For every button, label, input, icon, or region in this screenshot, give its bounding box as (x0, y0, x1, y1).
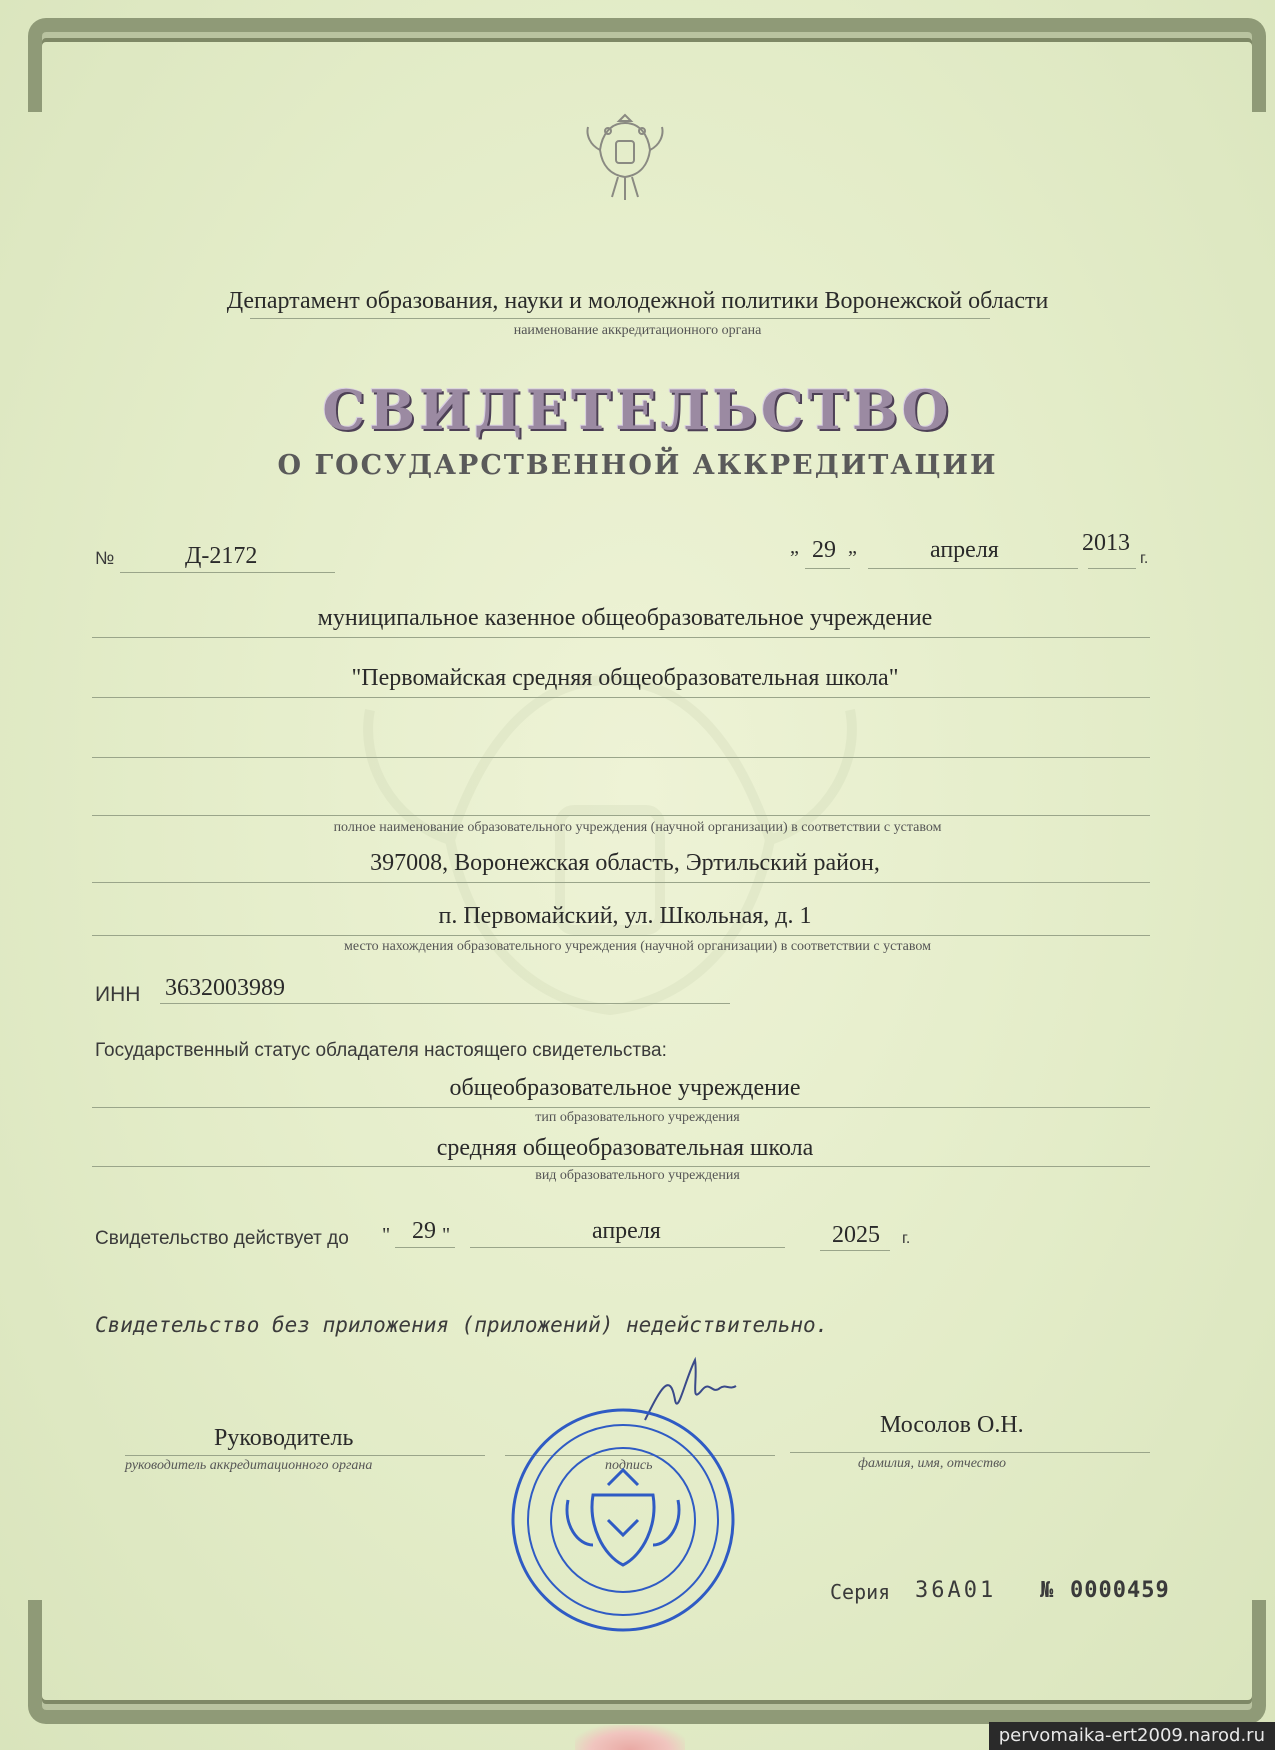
valid-until-label: Свидетельство действует до (95, 1228, 349, 1249)
issue-date-open-quote: „ (790, 536, 799, 558)
address-underline-1 (92, 882, 1150, 883)
institution-line-1: муниципальное казенное общеобразовательное учреждение (317, 605, 933, 631)
document-subtitle: О ГОСУДАРСТВЕННОЙ АККРЕДИТАЦИИ (277, 450, 998, 481)
round-seal-stamp (508, 1405, 738, 1635)
address-line-2: п. Первомайский, ул. Школьная, д. 1 (438, 903, 812, 929)
institution-underline-2 (92, 697, 1150, 698)
valid-until-open-quote: " (382, 1224, 391, 1246)
number-prefix: № (95, 548, 115, 568)
signatory-role: Руководитель (214, 1425, 354, 1451)
ornamental-frame-top (28, 18, 1266, 112)
issue-date-day: 29 (812, 537, 836, 563)
authority-underline (250, 318, 990, 319)
status-type-value: общеобразовательное учреждение (449, 1075, 801, 1101)
number-underline (120, 572, 335, 573)
series-number-prefix: № (1040, 1578, 1054, 1603)
valid-until-day: 29 (412, 1218, 436, 1244)
status-kind-underline (92, 1166, 1150, 1167)
address-underline-2 (92, 935, 1150, 936)
address-line-1: 397008, Воронежская область, Эртильский район, (370, 850, 880, 876)
holographic-seal (575, 1725, 685, 1750)
issue-date-close-quote: „ (848, 536, 857, 558)
institution-line-2: "Первомайская средняя общеобразовательная школа" (351, 665, 899, 691)
valid-year-underline (820, 1250, 890, 1251)
signature-hint: подпись (605, 1458, 653, 1473)
issue-month-underline (868, 568, 1078, 569)
status-type-hint: тип образовательного учреждения (535, 1110, 740, 1125)
issue-date-suffix: г. (1140, 550, 1149, 567)
status-type-underline (92, 1107, 1150, 1108)
series-number: 0000459 (1070, 1578, 1170, 1603)
institution-underline-1 (92, 637, 1150, 638)
series-label: Серия (830, 1580, 891, 1604)
certificate-number: Д-2172 (185, 543, 258, 569)
series-value: 36А01 (915, 1578, 997, 1603)
document-title: СВИДЕТЕЛЬСТВО (322, 378, 953, 442)
signatory-name: Мосолов О.Н. (880, 1412, 1024, 1438)
address-hint: место нахождения образовательного учреждения (научной организации) в соответствии с уставом (344, 939, 931, 954)
inn-underline (160, 1003, 730, 1004)
issue-day-underline (805, 568, 850, 569)
issue-date-year: 2013 (1082, 530, 1130, 556)
authority-hint: наименование аккредитационного органа (513, 323, 762, 338)
status-kind-value: средняя общеобразовательная школа (436, 1135, 814, 1161)
institution-underline-4 (92, 815, 1150, 816)
valid-until-month: апреля (592, 1218, 661, 1244)
authority-name: Департамент образования, науки и молодежной политики Воронежской области (226, 288, 1049, 314)
valid-until-close-quote: " (442, 1224, 451, 1246)
site-watermark: pervomaika-ert2009.narod.ru (989, 1722, 1275, 1750)
inn-label: ИНН (95, 983, 141, 1006)
validity-note: Свидетельство без приложения (приложений) недействительно. (95, 1313, 829, 1337)
valid-day-underline (395, 1247, 455, 1248)
inn-value: 3632003989 (165, 975, 285, 1001)
name-underline (790, 1452, 1150, 1453)
status-kind-hint: вид образовательного учреждения (535, 1168, 740, 1183)
coat-of-arms-icon (580, 105, 670, 205)
institution-underline-3 (92, 757, 1150, 758)
valid-until-year: 2025 (832, 1222, 880, 1248)
issue-date-month: апреля (930, 537, 999, 563)
role-underline (125, 1455, 485, 1456)
valid-until-suffix: г. (902, 1230, 911, 1247)
institution-hint: полное наименование образовательного учреждения (научной организации) в соответствии с уставом (333, 820, 942, 835)
signatory-role-hint: руководитель аккредитационного органа (125, 1458, 373, 1473)
issue-year-underline (1088, 568, 1136, 569)
valid-month-underline (470, 1247, 785, 1248)
status-label: Государственный статус обладателя настоящего свидетельства: (95, 1040, 667, 1061)
signatory-name-hint: фамилия, имя, отчество (858, 1456, 1006, 1471)
